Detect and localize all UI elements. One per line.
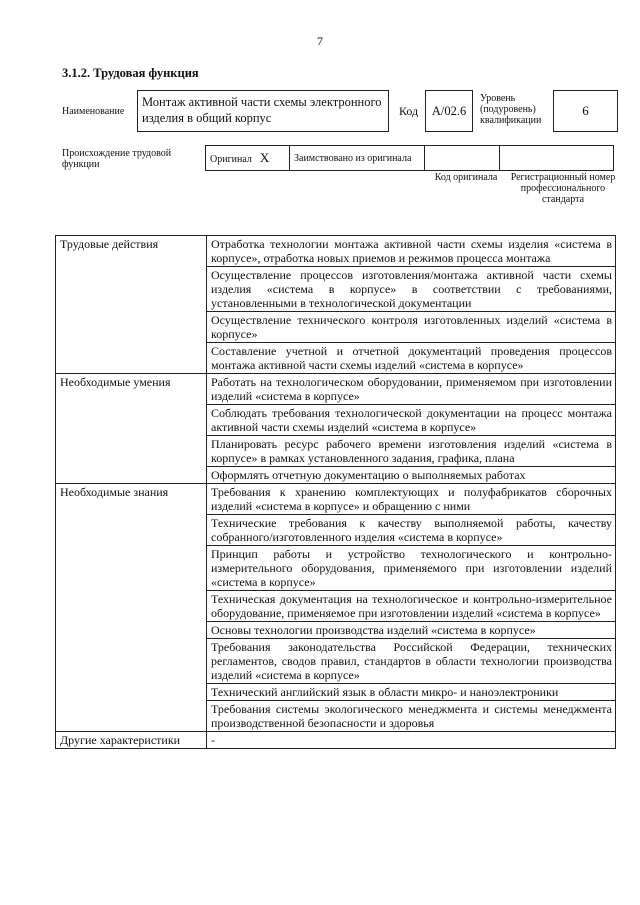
code-value-box: [425, 90, 473, 132]
code-value: A/02.6: [431, 103, 467, 118]
table-row: [56, 374, 616, 405]
original-code-cell: [425, 146, 500, 171]
table-row: [56, 236, 616, 267]
page-number: 7: [317, 34, 323, 48]
item-cell: Требования законодательства Российской Федерации, технических регламентов, сводов правил, стандартов в области технологии производства изделий «система в корпусе»: [207, 639, 616, 684]
item-cell: Технический английский язык в области микро- и наноэлектроники: [207, 684, 616, 701]
item-cell: -: [207, 732, 616, 749]
code-caption: Код оригинала: [434, 172, 498, 183]
code-label: Код: [399, 104, 419, 118]
item-cell: Отработка технологии монтажа активной части схемы изделия «система в корпусе», отработка новых приемов и режимов процесса монтажа: [207, 236, 616, 267]
name-value-box: [137, 90, 389, 132]
original-label: Оригинал: [210, 153, 252, 165]
name-value: Монтаж активной части схемы электронного изделия в общий корпус: [142, 95, 382, 125]
item-cell: Осуществление процессов изготовления/монтажа активной части схемы изделия «система в корпусе» в соответствии с требованиями, установленными в технологической документации: [207, 267, 616, 312]
category-cell: Трудовые действия: [56, 236, 207, 374]
original-cell: [206, 146, 290, 171]
section-title: 3.1.2. Трудовая функция: [62, 66, 199, 80]
origin-label: Происхождение трудовой функции: [62, 148, 172, 170]
item-cell: Требования системы экологического менеджмента и системы менеджмента производственной безопасности и здоровья: [207, 701, 616, 732]
item-cell: Соблюдать требования технологической документации на процесс монтажа активной части схемы изделий «система в корпусе»: [207, 405, 616, 436]
category-cell: Необходимые умения: [56, 374, 207, 484]
table-row: [56, 484, 616, 515]
borrowed-label: Заимствовано из оригинала: [294, 152, 412, 164]
item-cell: Техническая документация на технологическое и контрольно-измерительное оборудование, применяемое при изготовлении изделий «система в корпусе»: [207, 591, 616, 622]
level-label: Уровень (подуровень) квалификации: [480, 93, 542, 126]
item-cell: Оформлять отчетную документацию о выполняемых работах: [207, 467, 616, 484]
category-cell: Необходимые знания: [56, 484, 207, 732]
level-value: 6: [582, 103, 589, 118]
original-mark: X: [259, 149, 270, 165]
reg-caption: Регистрационный номер профессионального стандарта: [510, 172, 616, 205]
item-cell: Осуществление технического контроля изготовленных изделий «система в корпусе»: [207, 312, 616, 343]
borrowed-cell: [290, 146, 425, 171]
category-cell: Другие характеристики: [56, 732, 207, 749]
item-cell: Принцип работы и устройство технологического и контрольно-измерительного оборудования, применяемого при изготовлении изделий «система в корпусе»: [207, 546, 616, 591]
function-table: [55, 235, 616, 749]
item-cell: Технические требования к качеству выполняемой работы, качеству собранного/изготовленного изделия «система в корпусе»: [207, 515, 616, 546]
origin-table: [205, 145, 614, 171]
item-cell: Составление учетной и отчетной документаций проведения процессов монтажа активной части схемы изделий «система в корпусе»: [207, 343, 616, 374]
item-cell: Планировать ресурс рабочего времени изготовления изделий «система в корпусе» в рамках установленного задания, графика, плана: [207, 436, 616, 467]
reg-number-cell: [500, 146, 614, 171]
table-row: [56, 732, 616, 749]
item-cell: Основы технологии производства изделий «система в корпусе»: [207, 622, 616, 639]
item-cell: Требования к хранению комплектующих и полуфабрикатов сборочных изделий «система в корпусе» и обращению с ними: [207, 484, 616, 515]
level-value-box: [553, 90, 618, 132]
name-label: Наименование: [62, 106, 125, 117]
item-cell: Работать на технологическом оборудовании, применяемом при изготовлении изделий «система в корпусе»: [207, 374, 616, 405]
